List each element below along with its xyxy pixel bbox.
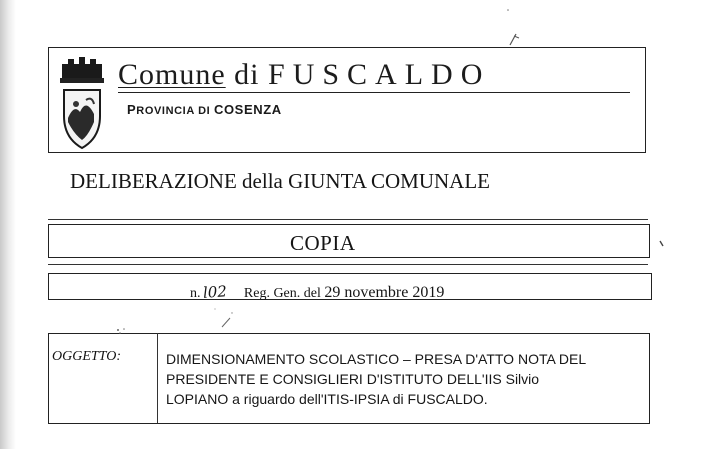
provincia-rest: ROVINCIA DI: [136, 105, 214, 117]
comune-title: [118, 58, 490, 92]
title-underline: [118, 92, 630, 93]
registration-date: 29 novembre 2019: [324, 284, 445, 301]
oggetto-line-3: LOPIANO a riguardo dell'ITIS-IPSIA di FUSCALDO.: [166, 391, 488, 407]
town-name: FUSCALDO: [268, 58, 491, 91]
oggetto-text: [166, 349, 646, 409]
provincia-prefix: P: [127, 102, 137, 117]
registration-line: [190, 283, 444, 302]
di-word: di: [234, 58, 260, 91]
scan-margin-shadow: [0, 0, 16, 449]
oggetto-line-2: PRESIDENTE E CONSIGLIERI D'ISTITUTO DELL'IIS Silvio: [166, 371, 540, 387]
document-type-heading: DELIBERAZIONE della GIUNTA COMUNALE: [70, 169, 490, 193]
provincia-line: [127, 102, 282, 117]
oggetto-line-1: DIMENSIONAMENTO SCOLASTICO – PRESA D'ATTO NOTA DEL: [166, 351, 587, 367]
comune-word: Comune: [118, 58, 226, 91]
oggetto-label: OGGETTO:: [52, 349, 121, 364]
registration-label: Reg. Gen. del: [243, 286, 321, 301]
registration-number: l02: [201, 282, 227, 302]
heading-rule: [48, 219, 648, 220]
oggetto-divider: [157, 333, 158, 423]
registration-number-prefix: n.: [190, 286, 201, 301]
municipal-crest-icon: [58, 56, 106, 152]
copia-rule: [48, 264, 648, 265]
provincia-city: COSENZA: [213, 102, 282, 117]
copy-label: COPIA: [290, 231, 356, 255]
